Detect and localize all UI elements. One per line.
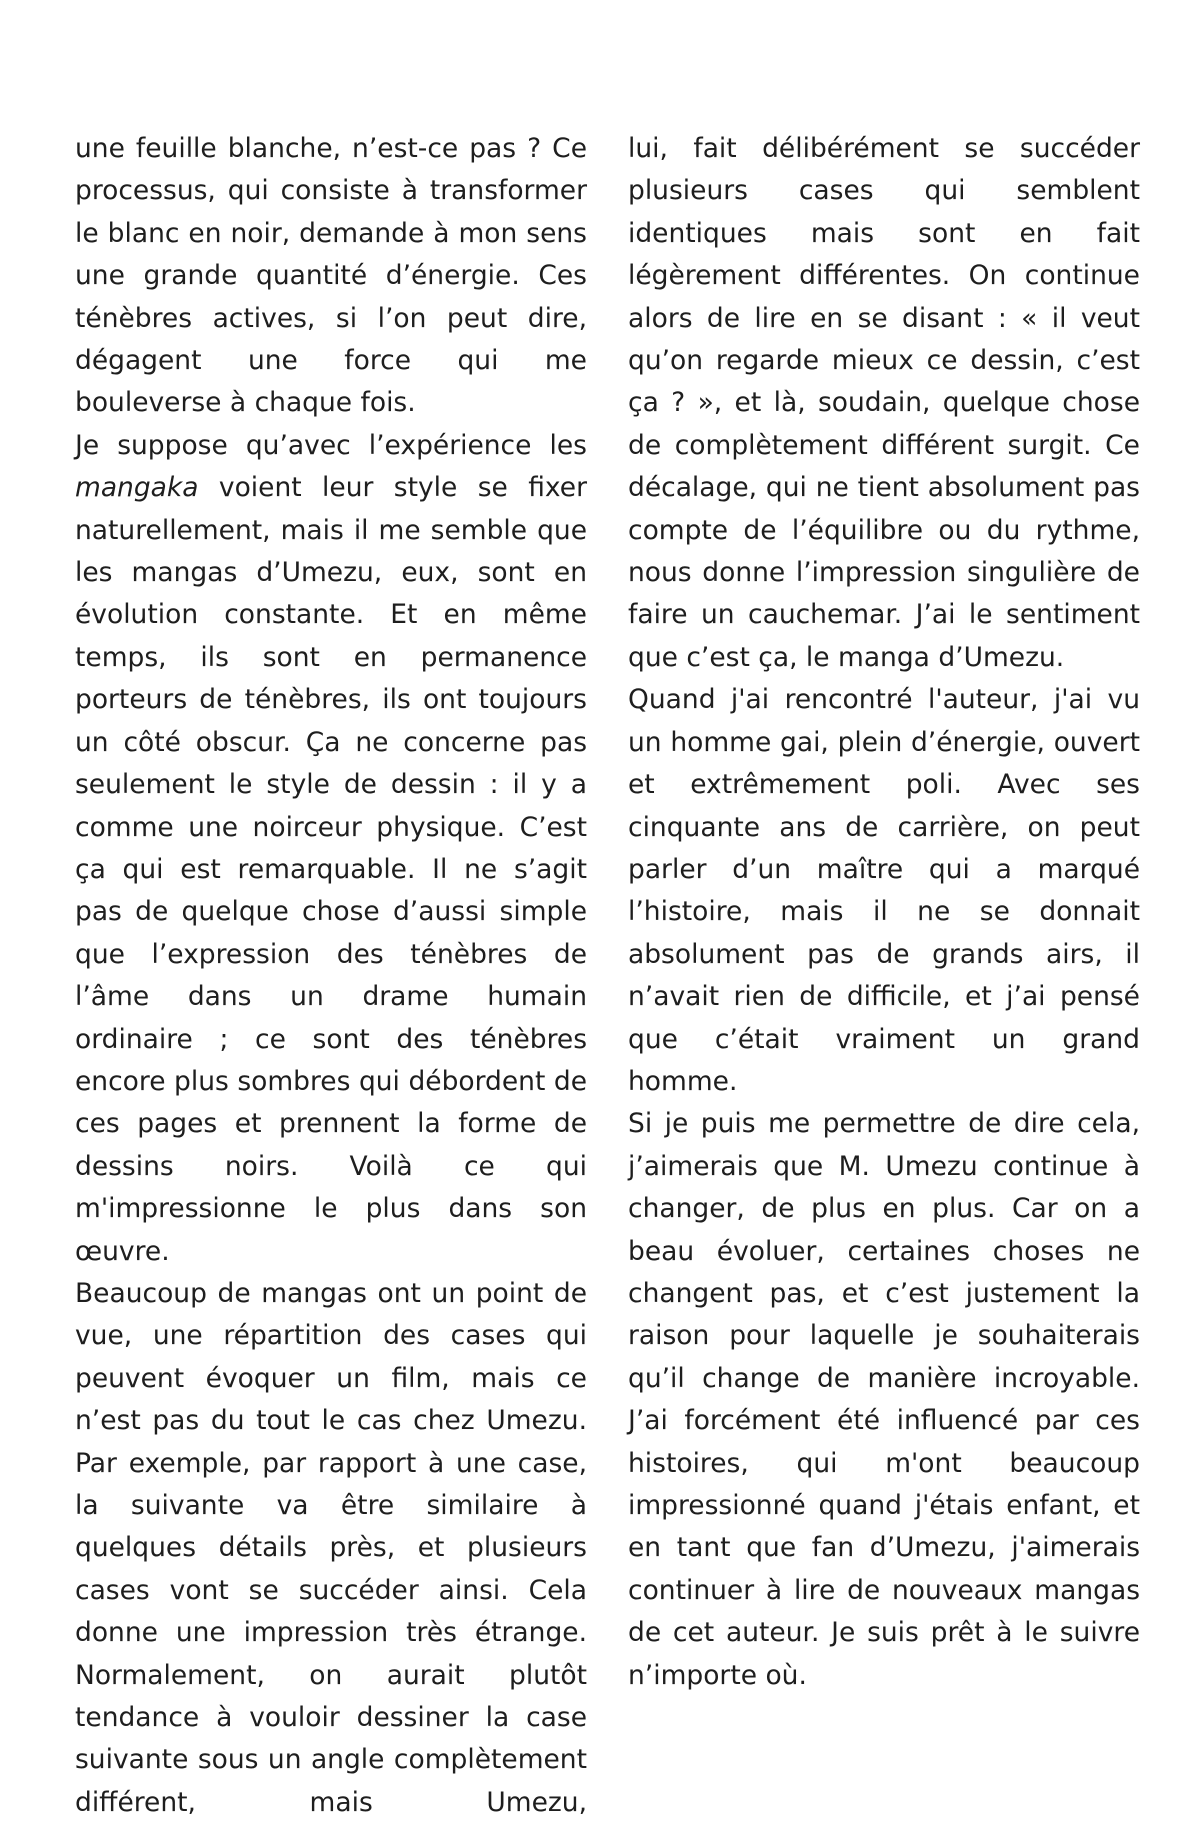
right-column (628, 128, 1140, 1697)
left-paragraph-2-start: Je suppose qu’avec l’expérience les (75, 429, 587, 461)
mangaka-term: mangaka (75, 472, 199, 504)
right-paragraph-2: Quand j'ai rencontré l'auteur, j'ai vu un homme gai, plein d’énergie, ouvert et extrêmement poli. Avec ses cinquante ans de carrière, on peut parler d’un maître qui a marqué l’histoire, mais il ne se donnait absolument pas de grands airs, il n’avait rien de difficile, et j’ai pensé que c’était vraiment un grand homme. (628, 684, 1140, 1097)
left-paragraph-2 (75, 425, 587, 1273)
left-paragraph-3: Beaucoup de mangas ont un point de vue, une répartition des cases qui peuvent évoquer un film, mais ce n’est pas du tout le cas chez Umezu. Par exemple, par rapport à une case, la suivante va être similaire à quelques détails près, et plusieurs cases vont se succéder ainsi. Cela donne une impression très étrange. Normalement, on aurait plutôt tendance à vouloir dessiner la case suivante sous un angle complètement différent, mais Umezu, (75, 1277, 587, 1818)
right-paragraph-1: lui, fait délibérément se succéder plusieurs cases qui semblent identiques mais sont en fait légèrement différentes. On continue alors de lire en se disant : « il veut qu’on regarde mieux ce dessin, c’est ça ? », et là, soudain, quelque chose de complètement différent surgit. Ce décalage, qui ne tient absolument pas compte de l’équilibre ou du rythme, nous donne l’impression singulière de faire un cauchemar. J’ai le sentiment que c’est ça, le manga d’Umezu. (628, 133, 1140, 673)
left-paragraph-2-end: voient leur style se fixer naturellement, mais il me semble que les mangas d’Umezu, eux, sont en évolution constante. Et en même temps, ils sont en permanence porteurs de ténèbres, ils ont toujours un côté obscur. Ça ne concerne pas seulement le style de dessin : il y a comme une noirceur physique. C’est ça qui est remarquable. Il ne s’agit pas de quelque chose d’aussi simple que l’expression des ténèbres de l’âme dans un drame humain ordinaire ; ce sont des ténèbres encore plus sombres qui débordent de ces pages et prennent la forme de dessins noirs. Voilà ce qui m'impressionne le plus dans son œuvre. (75, 472, 587, 1267)
left-paragraph-1: une feuille blanche, n’est-ce pas ? Ce processus, qui consiste à transformer le blanc en noir, demande à mon sens une grande quantité d’énergie. Ces ténèbres actives, si l’on peut dire, dégagent une force qui me bouleverse à chaque fois. (75, 133, 587, 419)
right-paragraph-3: Si je puis me permettre de dire cela, j’aimerais que M. Umezu continue à changer, de plus en plus. Car on a beau évoluer, certaines choses ne changent pas, et c’est justement la raison pour laquelle je souhaiterais qu’il change de manière incroyable. J’ai forcément été influencé par ces histoires, qui m'ont beaucoup impressionné quand j'étais enfant, et en tant que fan d’Umezu, j'aimerais continuer à lire de nouveaux mangas de cet auteur. Je suis prêt à le suivre n’importe où. (628, 1108, 1140, 1691)
left-column (75, 128, 587, 1824)
